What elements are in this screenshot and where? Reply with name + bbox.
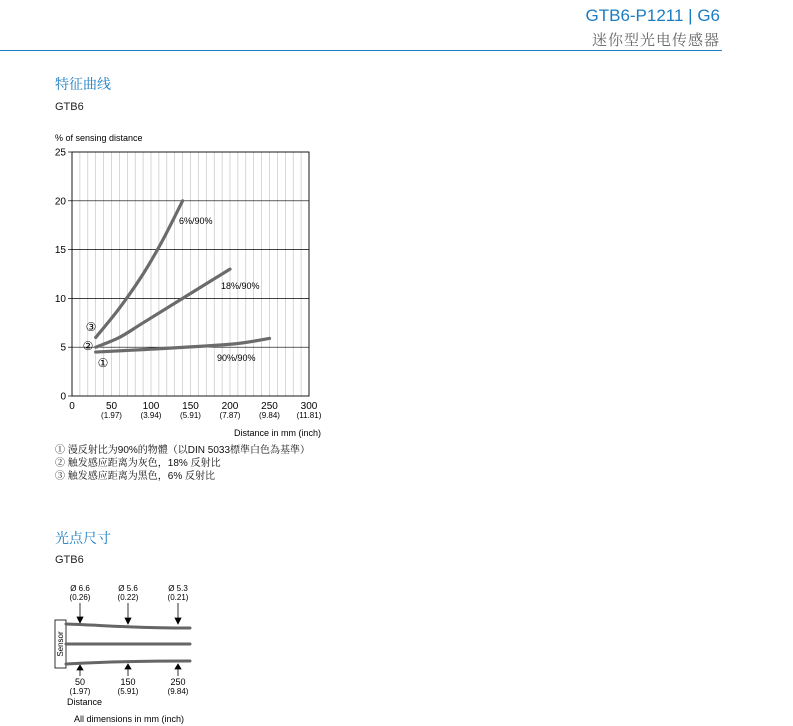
x-tick-label: 0	[69, 401, 75, 412]
x-tick-sublabel: (7.87)	[219, 411, 241, 420]
y-tick-label: 25	[54, 147, 66, 159]
x-tick-label: 300	[300, 401, 318, 412]
series-label: 6%/90%	[179, 216, 213, 226]
characteristic-section-title: 特征曲线	[55, 76, 111, 92]
characteristic-legend	[55, 444, 310, 483]
arrowhead	[77, 665, 83, 670]
spot-section-title: 光点尺寸	[55, 530, 111, 546]
series-marker: ②	[82, 339, 94, 353]
legend-item-2: ② 触发感应距离为灰色，18% 反射比	[55, 458, 221, 469]
x-tick-sublabel: (11.81)	[296, 411, 322, 420]
diameter-label: Ø 5.6	[118, 584, 138, 593]
distance-axis-label: Distance	[67, 697, 103, 707]
series-line	[96, 269, 230, 347]
series-label: 90%/90%	[217, 353, 256, 363]
arrowhead	[125, 664, 131, 669]
product-title: GTB6-P1211 | G6	[585, 6, 720, 25]
distance-label: 50	[74, 677, 86, 687]
chart-xlabel: Distance in mm (inch)	[233, 428, 321, 438]
x-tick-sublabel: (3.94)	[140, 411, 162, 420]
series-marker: ③	[85, 320, 97, 334]
distance-label: 150	[120, 677, 136, 687]
x-tick-label: 250	[261, 401, 278, 412]
distance-sub: (9.84)	[167, 687, 189, 696]
legend-item-3: ③ 触发感应距离为黑色，6% 反射比	[55, 471, 216, 482]
header-divider	[0, 50, 722, 51]
arrowhead	[77, 617, 83, 623]
dimensions-footnote: All dimensions in mm (inch)	[74, 714, 185, 724]
y-tick-label: 5	[60, 342, 66, 354]
y-tick-label: 15	[54, 245, 66, 257]
sensor-label: Sensor	[56, 631, 65, 657]
y-tick-label: 10	[54, 293, 66, 305]
series-label: 18%/90%	[221, 281, 260, 291]
distance-label: 250	[170, 677, 186, 687]
diameter-sub: (0.21)	[167, 593, 189, 602]
x-tick-label: 100	[142, 401, 160, 412]
product-subtitle: 迷你型光电传感器	[591, 32, 720, 49]
arrowhead	[125, 618, 131, 624]
distance-sub: (5.91)	[117, 687, 139, 696]
characteristic-chart	[0, 125, 360, 445]
x-tick-label: 50	[105, 401, 118, 412]
diameter-label: Ø 6.6	[70, 584, 90, 593]
diameter-label: Ø 5.3	[168, 584, 188, 593]
y-tick-label: 0	[60, 391, 66, 403]
arrowhead	[175, 618, 181, 624]
x-tick-label: 200	[221, 401, 239, 412]
legend-item-1: ① 漫反射比为90%的物體（以DIN 5033標準白色為基準）	[55, 445, 311, 456]
characteristic-product-label: GTB6	[55, 101, 84, 113]
x-tick-sublabel: (9.84)	[259, 411, 280, 420]
spot-product-label: GTB6	[55, 554, 84, 566]
x-tick-sublabel: (1.97)	[101, 411, 122, 420]
diameter-sub: (0.22)	[117, 593, 139, 602]
y-tick-label: 20	[54, 196, 66, 208]
x-tick-label: 150	[182, 401, 199, 412]
series-marker: ①	[97, 356, 109, 370]
series-line	[96, 201, 183, 338]
x-tick-sublabel: (5.91)	[180, 411, 201, 420]
diameter-sub: (0.26)	[69, 593, 91, 602]
distance-sub: (1.97)	[69, 687, 91, 696]
chart-ylabel: % of sensing distance	[55, 133, 143, 143]
spot-size-diagram	[0, 578, 260, 726]
arrowhead	[175, 664, 181, 669]
